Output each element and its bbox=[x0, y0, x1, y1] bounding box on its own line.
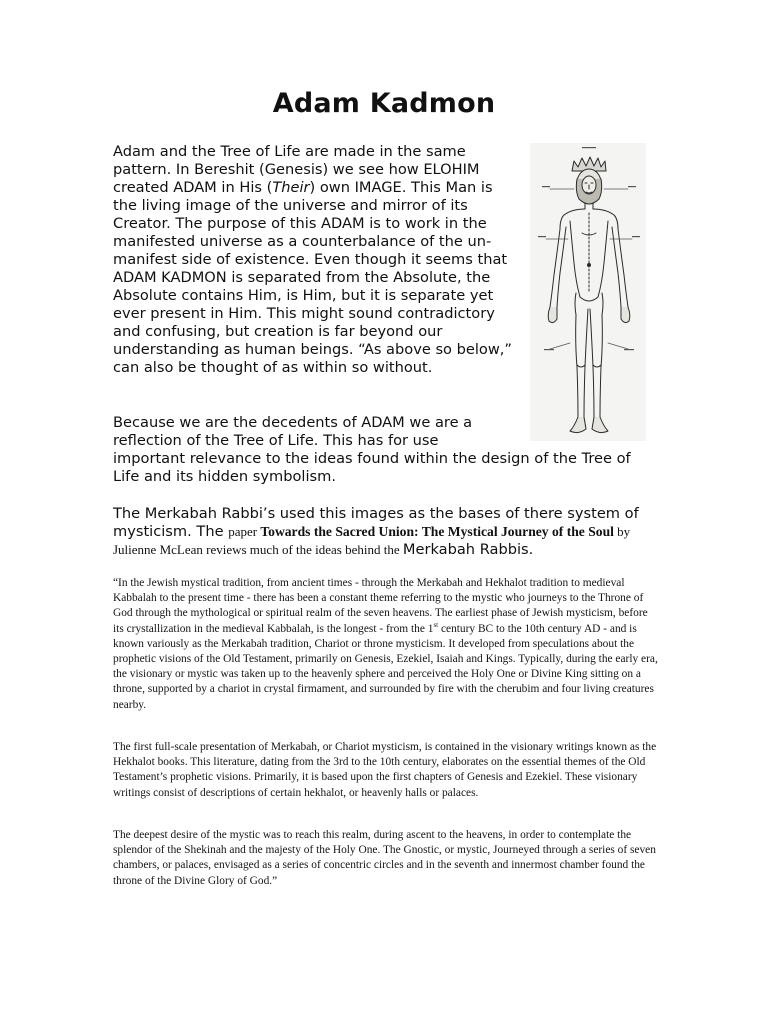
reflection-line-1: Because we are the decedents of ADAM we are a reflection of the Tree of Life. This has for use bbox=[113, 414, 473, 449]
quote1-superscript: st bbox=[433, 620, 439, 629]
quote1-text-a: “In the Jewish mystical tradition, from ancient times - through the Merkabah and Hekhalot tradition to medieval Kabbalah to the present time - there has been a constant theme referring to the mystic who journeys to the Throne of God through the mythological or spiritual realm of the seven heavens. The earliest phase of Jewish mysticism, before its crystallization in the medieval Kabbalah, is the longest - from the 1 bbox=[113, 577, 648, 635]
intro-paragraph bbox=[113, 143, 518, 377]
merkabah-text-a: The Merkabah Rabbi’s used this images as the bases of there system of mysticism. The bbox=[113, 505, 639, 540]
merkabah-text-d: Merkabah Rabbis. bbox=[402, 541, 534, 558]
paper-title: Towards the Sacred Union: The Mystical Journey of the Soul bbox=[260, 524, 614, 539]
intro-text-b: ) own IMAGE. This Man is the living image of the universe and mirror of its Creator. The purpose of this ADAM is to work in the manifested universe as a counterbalance of the un-manifest side of existence. Even though it seems that ADAM KADMON is separated from the Absolute, the Absolute contains Him, is Him, but it is separate yet ever present in Him. This might sound contradictory and confusing, but creation is far beyond our understanding as human beings. “As above so below,” can also be thought of as within so without. bbox=[113, 179, 512, 376]
reflection-line-rest: important relevance to the ideas found within the design of the Tree of Life and its hidden symbolism. bbox=[113, 450, 631, 485]
quote-paragraph-3: The deepest desire of the mystic was to reach this realm, during ascent to the heavens, in order to contemplate the splendor of the Shekinah and the majesty of the Holy One. The Gnostic, or mystic, Journeyed through a series of seven chambers, or palaces, envisaged as a series of concentric circles and in the seventh and innermost chamber found the throne of the Divine Glory of God.” bbox=[113, 829, 656, 887]
quote-paragraph-2: The first full-scale presentation of Merkabah, or Chariot mysticism, is contained in the visionary writings known as the Hekhalot books. This literature, dating from the 3rd to the 10th century, elaborates on the essential themes of the Old Testament’s prophetic visions. Primarily, it is based upon the first chapters of Genesis and Ezekiel. These visionary writings consist of descriptions of certain hekhalot, or heavenly halls or palaces. bbox=[113, 741, 657, 799]
adam-kadmon-figure-illustration bbox=[530, 143, 646, 441]
intro-text-a: Adam and the Tree of Life are made in the same pattern. In Bereshit (Genesis) we see how ELOHIM created ADAM in His ( bbox=[113, 143, 480, 196]
quote-paragraph-1 bbox=[113, 576, 658, 713]
quote1-text-b: century BC to the 10th century AD - and is known variously as the Merkabah tradition, Chariot or throne mysticism. It developed from speculations about the prophetic visions of the Old Testament, primarily on Genesis, Ezekiel, Isaiah and Kings. Typically, during the early era, the visionary or mystic was taken up to the heavenly sphere and perceived the Holy One or Divine King sitting on a throne, supported by a chariot in crystal firmament, and surrounded by fire with the cherubim and four living creatures nearby. bbox=[113, 622, 658, 711]
intro-italic: Their bbox=[272, 179, 310, 196]
merkabah-text-b: paper bbox=[228, 524, 261, 539]
page-title: Adam Kadmon bbox=[272, 88, 496, 119]
merkabah-text-c: by Julienne McLean reviews much of the ideas behind the bbox=[113, 524, 631, 557]
merkabah-paragraph bbox=[113, 505, 658, 559]
